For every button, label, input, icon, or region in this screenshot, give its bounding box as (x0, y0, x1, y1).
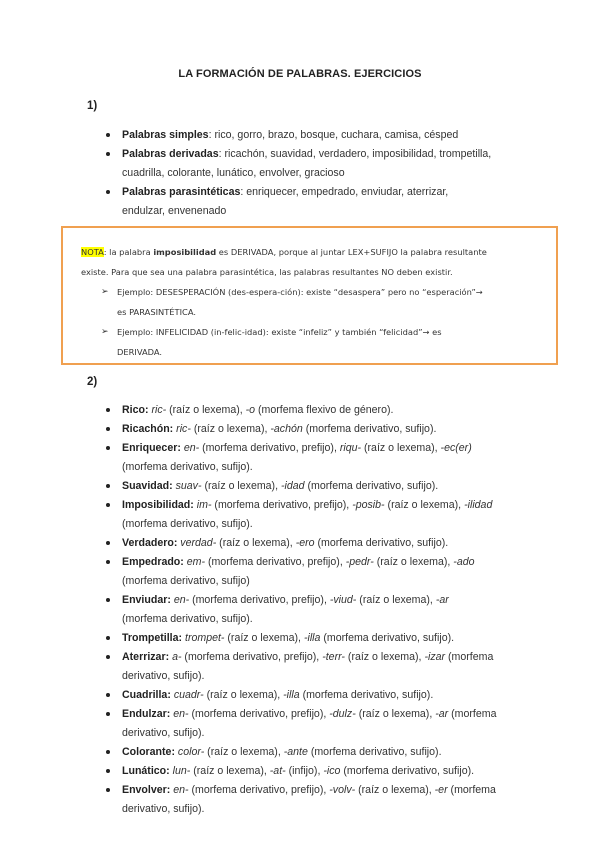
morpheme: en- (173, 708, 189, 720)
word-label: Aterrizar: (122, 651, 170, 663)
note-box (61, 226, 558, 365)
word-label: Verdadero: (122, 537, 178, 549)
item-text: ricachón, suavidad, verdadero, imposibilidad, trompetilla, (224, 148, 492, 160)
description-text: (raíz o lexema), (201, 480, 281, 492)
list-item-continuation (103, 667, 515, 686)
description-text: (morfema derivativo, sufijo). (307, 746, 442, 758)
description-text: (morfema derivativo, prefijo), (188, 708, 330, 720)
item-label: Palabras derivadas (122, 148, 219, 160)
word-label: Imposibilidad: (122, 499, 194, 511)
morpheme: suav- (175, 480, 202, 492)
morpheme: -achón (270, 423, 303, 435)
description-text: (morfema derivativo, sufijo). (320, 632, 455, 644)
bullet-dot-icon (106, 408, 110, 412)
description-text: (morfema (445, 651, 494, 663)
word-label: Lunático: (122, 765, 170, 777)
word-label: Ricachón: (122, 423, 174, 435)
bullet-dot-icon (106, 446, 110, 450)
bullet-dot-icon (106, 750, 110, 754)
morpheme: -volv- (329, 784, 356, 796)
arrow-bullet-icon: ➢ (101, 327, 109, 337)
note-tag: NOTA (81, 247, 104, 257)
section-2-number: 2) (87, 376, 98, 388)
morpheme: -viud- (329, 594, 357, 606)
morpheme: em- (186, 556, 206, 568)
morpheme: ric- (151, 404, 167, 416)
list-item (103, 126, 515, 145)
description-text: (morfema derivativo, prefijo), (199, 442, 340, 454)
description-text: (morfema derivativo, sufijo). (314, 537, 449, 549)
bullet-dot-icon (106, 712, 110, 716)
note-example-2: ➢ Ejemplo: INFELICIDAD (in-felic-idad): existe “infeliz” y también “felicidad”→ es (81, 322, 538, 342)
morpheme: -ar (435, 594, 449, 606)
note-example-1: ➢ Ejemplo: DESESPERACIÓN (des-espera-ción): existe “desaspera” pero no “esperación”→ (81, 282, 538, 302)
morpheme: ric- (176, 423, 191, 435)
list-item (103, 553, 515, 572)
description-text: (raíz o lexema), (355, 708, 436, 720)
morpheme: -o (245, 404, 256, 416)
description-text: derivativo, sufijo). (122, 727, 205, 739)
morpheme: -illa (283, 689, 300, 701)
word-label: Envolver: (122, 784, 171, 796)
morpheme: -ar (435, 708, 449, 720)
item-text: endulzar, envenenado (122, 205, 227, 217)
item-separator: : (208, 129, 215, 141)
morpheme: -pedr- (345, 556, 374, 568)
description-text: (morfema flexivo de género). (255, 404, 394, 416)
description-text: (morfema derivativo, sufijo). (302, 423, 437, 435)
description-text: (morfema derivativo, prefijo), (188, 784, 330, 796)
list-item (103, 477, 515, 496)
bullet-dot-icon (106, 133, 110, 137)
description-text: (morfema derivativo, sufijo). (304, 480, 439, 492)
morpheme: -ante (283, 746, 308, 758)
list-item (103, 648, 515, 667)
word-label: Trompetilla: (122, 632, 183, 644)
morpheme: -posib- (352, 499, 385, 511)
word-label: Empedrado: (122, 556, 184, 568)
list-item-continuation (103, 800, 515, 819)
description-text: (raíz o lexema), (355, 784, 435, 796)
word-label: Endulzar: (122, 708, 171, 720)
list-item (103, 591, 515, 610)
morpheme: -idad (280, 480, 305, 492)
morpheme: color- (177, 746, 205, 758)
description-text: (morfema (447, 784, 496, 796)
list-item (103, 705, 515, 724)
description-text: (morfema derivativo, sufijo). (122, 461, 253, 473)
description-text: (morfema derivativo, prefijo), (181, 651, 323, 663)
list-item-continuation (103, 572, 515, 591)
word-label: Cuadrilla: (122, 689, 171, 701)
description-text: derivativo, sufijo). (122, 803, 205, 815)
morpheme: trompet- (185, 632, 225, 644)
word-label: Colorante: (122, 746, 175, 758)
list-item (103, 439, 515, 458)
list-item (103, 496, 515, 515)
morpheme: -ico (323, 765, 341, 777)
morpheme: -ilidad (464, 499, 493, 511)
bullet-dot-icon (106, 560, 110, 564)
description-text: (morfema derivativo, sufijo). (340, 765, 475, 777)
list-item-continuation (103, 202, 515, 221)
list-item-continuation (103, 458, 515, 477)
item-text: rico, gorro, brazo, bosque, cuchara, camisa, césped (214, 129, 459, 141)
morpheme: -ec(er) (440, 442, 472, 454)
list-item (103, 781, 515, 800)
morpheme: cuadr- (173, 689, 204, 701)
description-text: (morfema derivativo, sufijo). (122, 613, 253, 625)
bullet-dot-icon (106, 598, 110, 602)
description-text: (morfema derivativo, prefijo), (205, 556, 346, 568)
morpheme: -at- (269, 765, 286, 777)
item-label: Palabras parasintéticas (122, 186, 241, 198)
morpheme: en- (173, 784, 189, 796)
list-item-continuation (103, 515, 515, 534)
description-text: (morfema derivativo, sufijo) (122, 575, 250, 587)
morpheme: -terr- (322, 651, 345, 663)
list-item (103, 183, 515, 202)
item-separator: : (240, 186, 247, 198)
section-2-list (103, 401, 515, 819)
page-title: LA FORMACIÓN DE PALABRAS. EJERCICIOS (178, 68, 422, 80)
morpheme: -izar (424, 651, 446, 663)
morpheme: -dulz- (329, 708, 356, 720)
word-label: Enviudar: (122, 594, 171, 606)
morpheme: -er (434, 784, 448, 796)
list-item (103, 743, 515, 762)
morpheme: en- (183, 442, 200, 454)
list-item-continuation (103, 724, 515, 743)
note-example-1-cont: es PARASINTÉTICA. (117, 307, 197, 317)
description-text: (raíz o lexema), (361, 442, 441, 454)
note-keyword: imposibilidad (153, 247, 217, 257)
morpheme: a- (172, 651, 182, 663)
morpheme: en- (173, 594, 190, 606)
bullet-dot-icon (106, 788, 110, 792)
description-text: (raíz o lexema), (190, 423, 271, 435)
morpheme: -ero (295, 537, 315, 549)
bullet-dot-icon (106, 427, 110, 431)
morpheme: verdad- (180, 537, 217, 549)
bullet-dot-icon (106, 769, 110, 773)
morpheme: riqu- (339, 442, 362, 454)
bullet-dot-icon (106, 636, 110, 640)
description-text: (raíz o lexema), (373, 556, 454, 568)
note-line-1: NOTA: la palabra imposibilidad es DERIVADA, porque al juntar LEX+SUFIJO la palabra resultante (81, 247, 487, 257)
description-text: (raíz o lexema), (204, 746, 284, 758)
list-item (103, 629, 515, 648)
morpheme: lun- (172, 765, 191, 777)
word-label: Rico: (122, 404, 149, 416)
list-item (103, 420, 515, 439)
morpheme: -ado (453, 556, 475, 568)
word-label: Suavidad: (122, 480, 173, 492)
description-text: (infijo), (285, 765, 324, 777)
list-item (103, 762, 515, 781)
list-item (103, 145, 515, 164)
description-text: (raíz o lexema), (384, 499, 465, 511)
item-separator: : (218, 148, 225, 160)
description-text: (raíz o lexema), (216, 537, 296, 549)
section-1-number: 1) (87, 100, 98, 112)
bullet-dot-icon (106, 693, 110, 697)
word-label: Enriquecer: (122, 442, 181, 454)
description-text: (raíz o lexema), (190, 765, 270, 777)
description-text: (raíz o lexema), (166, 404, 246, 416)
description-text: (raíz o lexema), (224, 632, 304, 644)
list-item (103, 686, 515, 705)
description-text: (morfema derivativo, sufijo). (299, 689, 434, 701)
item-text: cuadrilla, colorante, lunático, envolver, gracioso (122, 167, 345, 179)
description-text: (raíz o lexema), (203, 689, 284, 701)
description-text: (raíz o lexema), (344, 651, 425, 663)
description-text: (morfema derivativo, prefijo), (211, 499, 353, 511)
list-item (103, 534, 515, 553)
list-item-continuation (103, 164, 515, 183)
morpheme: -illa (303, 632, 321, 644)
description-text: (raíz o lexema), (356, 594, 436, 606)
morpheme: im- (196, 499, 212, 511)
item-text: enriquecer, empedrado, enviudar, aterrizar, (246, 186, 449, 198)
description-text: (morfema derivativo, sufijo). (122, 518, 253, 530)
bullet-dot-icon (106, 541, 110, 545)
item-label: Palabras simples (122, 129, 209, 141)
bullet-dot-icon (106, 503, 110, 507)
note-example-2-cont: DERIVADA. (117, 347, 163, 357)
bullet-dot-icon (106, 190, 110, 194)
arrow-bullet-icon: ➢ (101, 287, 109, 297)
bullet-dot-icon (106, 152, 110, 156)
bullet-dot-icon (106, 655, 110, 659)
section-1-list (103, 126, 515, 221)
list-item (103, 401, 515, 420)
list-item-continuation (103, 610, 515, 629)
description-text: (morfema derivativo, prefijo), (189, 594, 330, 606)
note-line-2: existe. Para que sea una palabra parasintética, las palabras resultantes NO deben existir. (81, 267, 453, 277)
description-text: (morfema (448, 708, 497, 720)
bullet-dot-icon (106, 484, 110, 488)
description-text: derivativo, sufijo). (122, 670, 205, 682)
